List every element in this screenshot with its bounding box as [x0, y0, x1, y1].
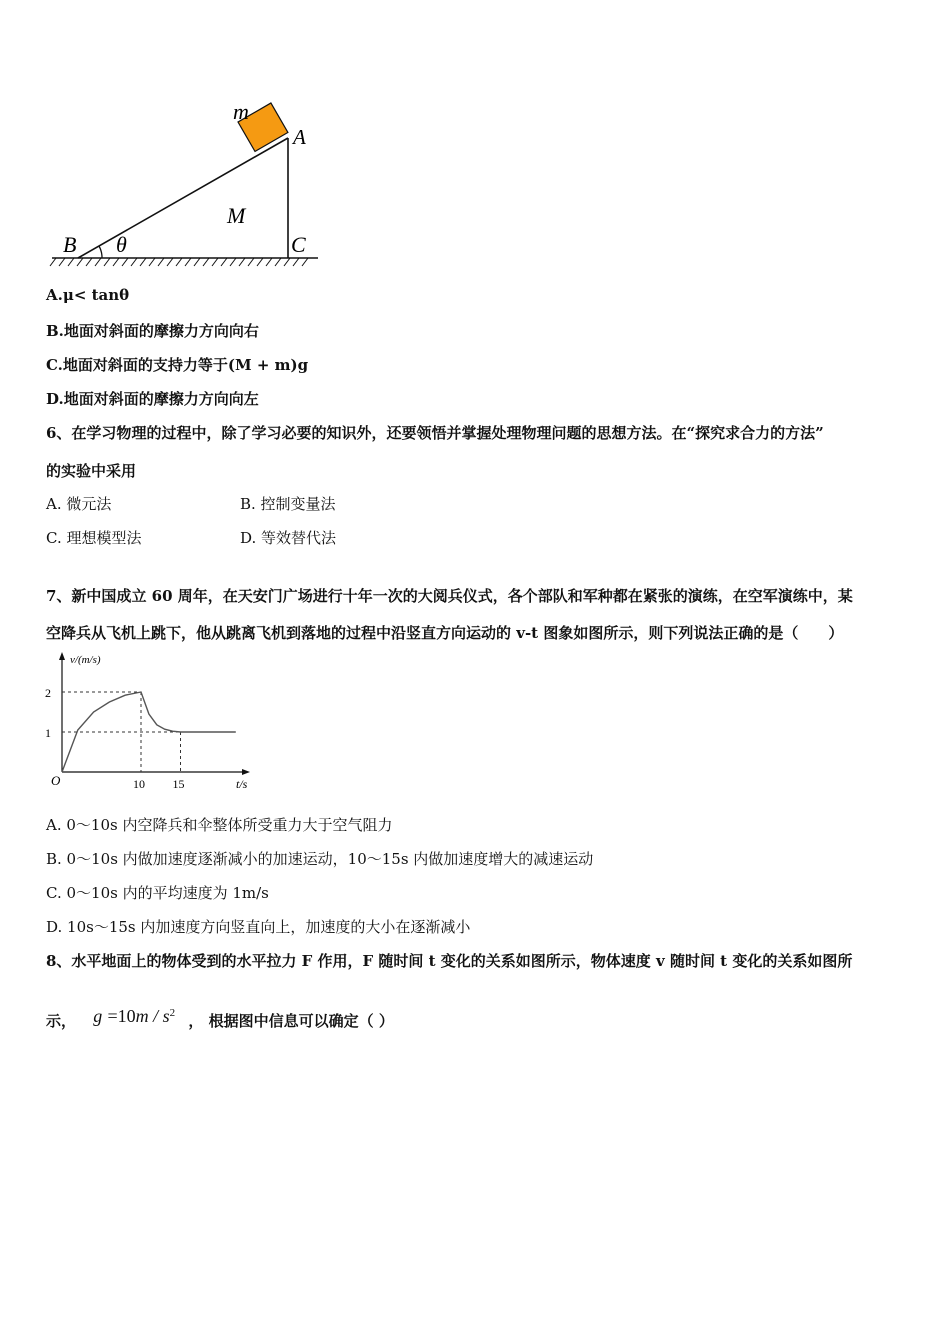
- x-tick-label: 15: [172, 777, 185, 791]
- y-axis-label: v/(m/s): [70, 654, 101, 666]
- hatch-mark: [176, 258, 182, 266]
- hatch-mark: [257, 258, 263, 266]
- q7-option-d: D. 10s～15s 内加速度方向竖直向上，加速度的大小在逐渐减小: [46, 918, 471, 936]
- q7-stem-line2: 空降兵从飞机上跳下，他从跳离飞机到落地的过程中沿竖直方向运动的 v-t 图象如图所示，则下列说法正确的是（ ）: [46, 624, 844, 642]
- q6-option-d: D. 等效替代法: [240, 529, 337, 547]
- label-A: A: [293, 125, 306, 149]
- q8-formula: [93, 1008, 180, 1026]
- hatch-mark: [194, 258, 200, 266]
- hatch-mark: [122, 258, 128, 266]
- q7-option-c: C. 0～10s 内的平均速度为 1m/s: [46, 884, 269, 902]
- hatch-mark: [275, 258, 281, 266]
- hatch-mark: [203, 258, 209, 266]
- hatch-mark: [284, 258, 290, 266]
- label-theta: θ: [116, 232, 127, 257]
- y-axis-arrow: [59, 652, 65, 660]
- q8-stem-prefix: 示，: [46, 1012, 77, 1030]
- q8-stem-line1: 8、水平地面上的物体受到的水平拉力 F 作用，F 随时间 t 变化的关系如图所示，物体速度 v 随时间 t 变化的关系如图所: [46, 952, 853, 970]
- label-B: B: [63, 232, 77, 257]
- hatch-mark: [185, 258, 191, 266]
- formula-eq: =10: [107, 1006, 136, 1026]
- hatch-mark: [239, 258, 245, 266]
- q7-stem-line1: 7、新中国成立 60 周年，在天安门广场进行十年一次的大阅兵仪式，各个部队和军种都在紧张的演练，在空军演练中，某: [46, 587, 853, 605]
- q6-option-c: C. 理想模型法: [46, 529, 142, 547]
- x-axis-label: t/s: [236, 777, 248, 791]
- q5-option-b: B.地面对斜面的摩擦力方向向右: [46, 322, 259, 340]
- label-m: m: [233, 99, 249, 124]
- q8-stem-suffix: ， 根据图中信息可以确定（ ）: [188, 1012, 394, 1030]
- x-tick-label: 10: [133, 777, 145, 791]
- hatch-mark: [158, 258, 164, 266]
- origin-label: O: [51, 773, 61, 788]
- hatch-mark: [248, 258, 254, 266]
- hatch-mark: [50, 258, 56, 266]
- formula-unit: m / s: [135, 1006, 170, 1026]
- hatch-mark: [293, 258, 299, 266]
- vt-chart: [40, 650, 260, 800]
- hatch-mark: [59, 258, 65, 266]
- q8-stem-line2: [46, 1006, 394, 1031]
- label-C: C: [291, 232, 306, 257]
- hatch-mark: [212, 258, 218, 266]
- q6-stem-line1: 6、在学习物理的过程中，除了学习必要的知识外，还要领悟并掌握处理物理问题的思想方法。在“探究求合力的方法”: [46, 424, 824, 442]
- q5-option-a: A.μ< tanθ: [46, 286, 130, 304]
- label-M: M: [227, 203, 246, 228]
- hatch-mark: [221, 258, 227, 266]
- y-tick-label: 1: [45, 726, 51, 740]
- q6-stem-line2: 的实验中采用: [46, 462, 137, 480]
- q6-option-a: A. 微元法: [46, 495, 112, 513]
- hatch-mark: [167, 258, 173, 266]
- hatch-mark: [104, 258, 110, 266]
- hatch-mark: [266, 258, 272, 266]
- incline-figure: [40, 95, 330, 270]
- ground-hatch: [50, 258, 308, 266]
- formula-g: g: [93, 1006, 103, 1026]
- hatch-mark: [230, 258, 236, 266]
- incline-slope: [78, 138, 288, 258]
- q5-option-c: C.地面对斜面的支持力等于(M + m)g: [46, 356, 309, 374]
- hatch-mark: [131, 258, 137, 266]
- theta-arc: [99, 246, 102, 258]
- hatch-mark: [86, 258, 92, 266]
- formula-exp: 2: [169, 1007, 176, 1019]
- hatch-mark: [140, 258, 146, 266]
- q7-option-a: A. 0～10s 内空降兵和伞整体所受重力大于空气阻力: [46, 816, 393, 834]
- hatch-mark: [302, 258, 308, 266]
- y-tick-label: 2: [45, 686, 51, 700]
- hatch-mark: [68, 258, 74, 266]
- hatch-mark: [77, 258, 83, 266]
- x-axis-arrow: [242, 769, 250, 775]
- hatch-mark: [149, 258, 155, 266]
- hatch-mark: [95, 258, 101, 266]
- q7-option-b: B. 0～10s 内做加速度逐渐减小的加速运动，10～15s 内做加速度增大的减速运动: [46, 850, 594, 868]
- q6-option-b: B. 控制变量法: [240, 495, 336, 513]
- q5-option-d: D.地面对斜面的摩擦力方向向左: [46, 390, 259, 408]
- hatch-mark: [113, 258, 119, 266]
